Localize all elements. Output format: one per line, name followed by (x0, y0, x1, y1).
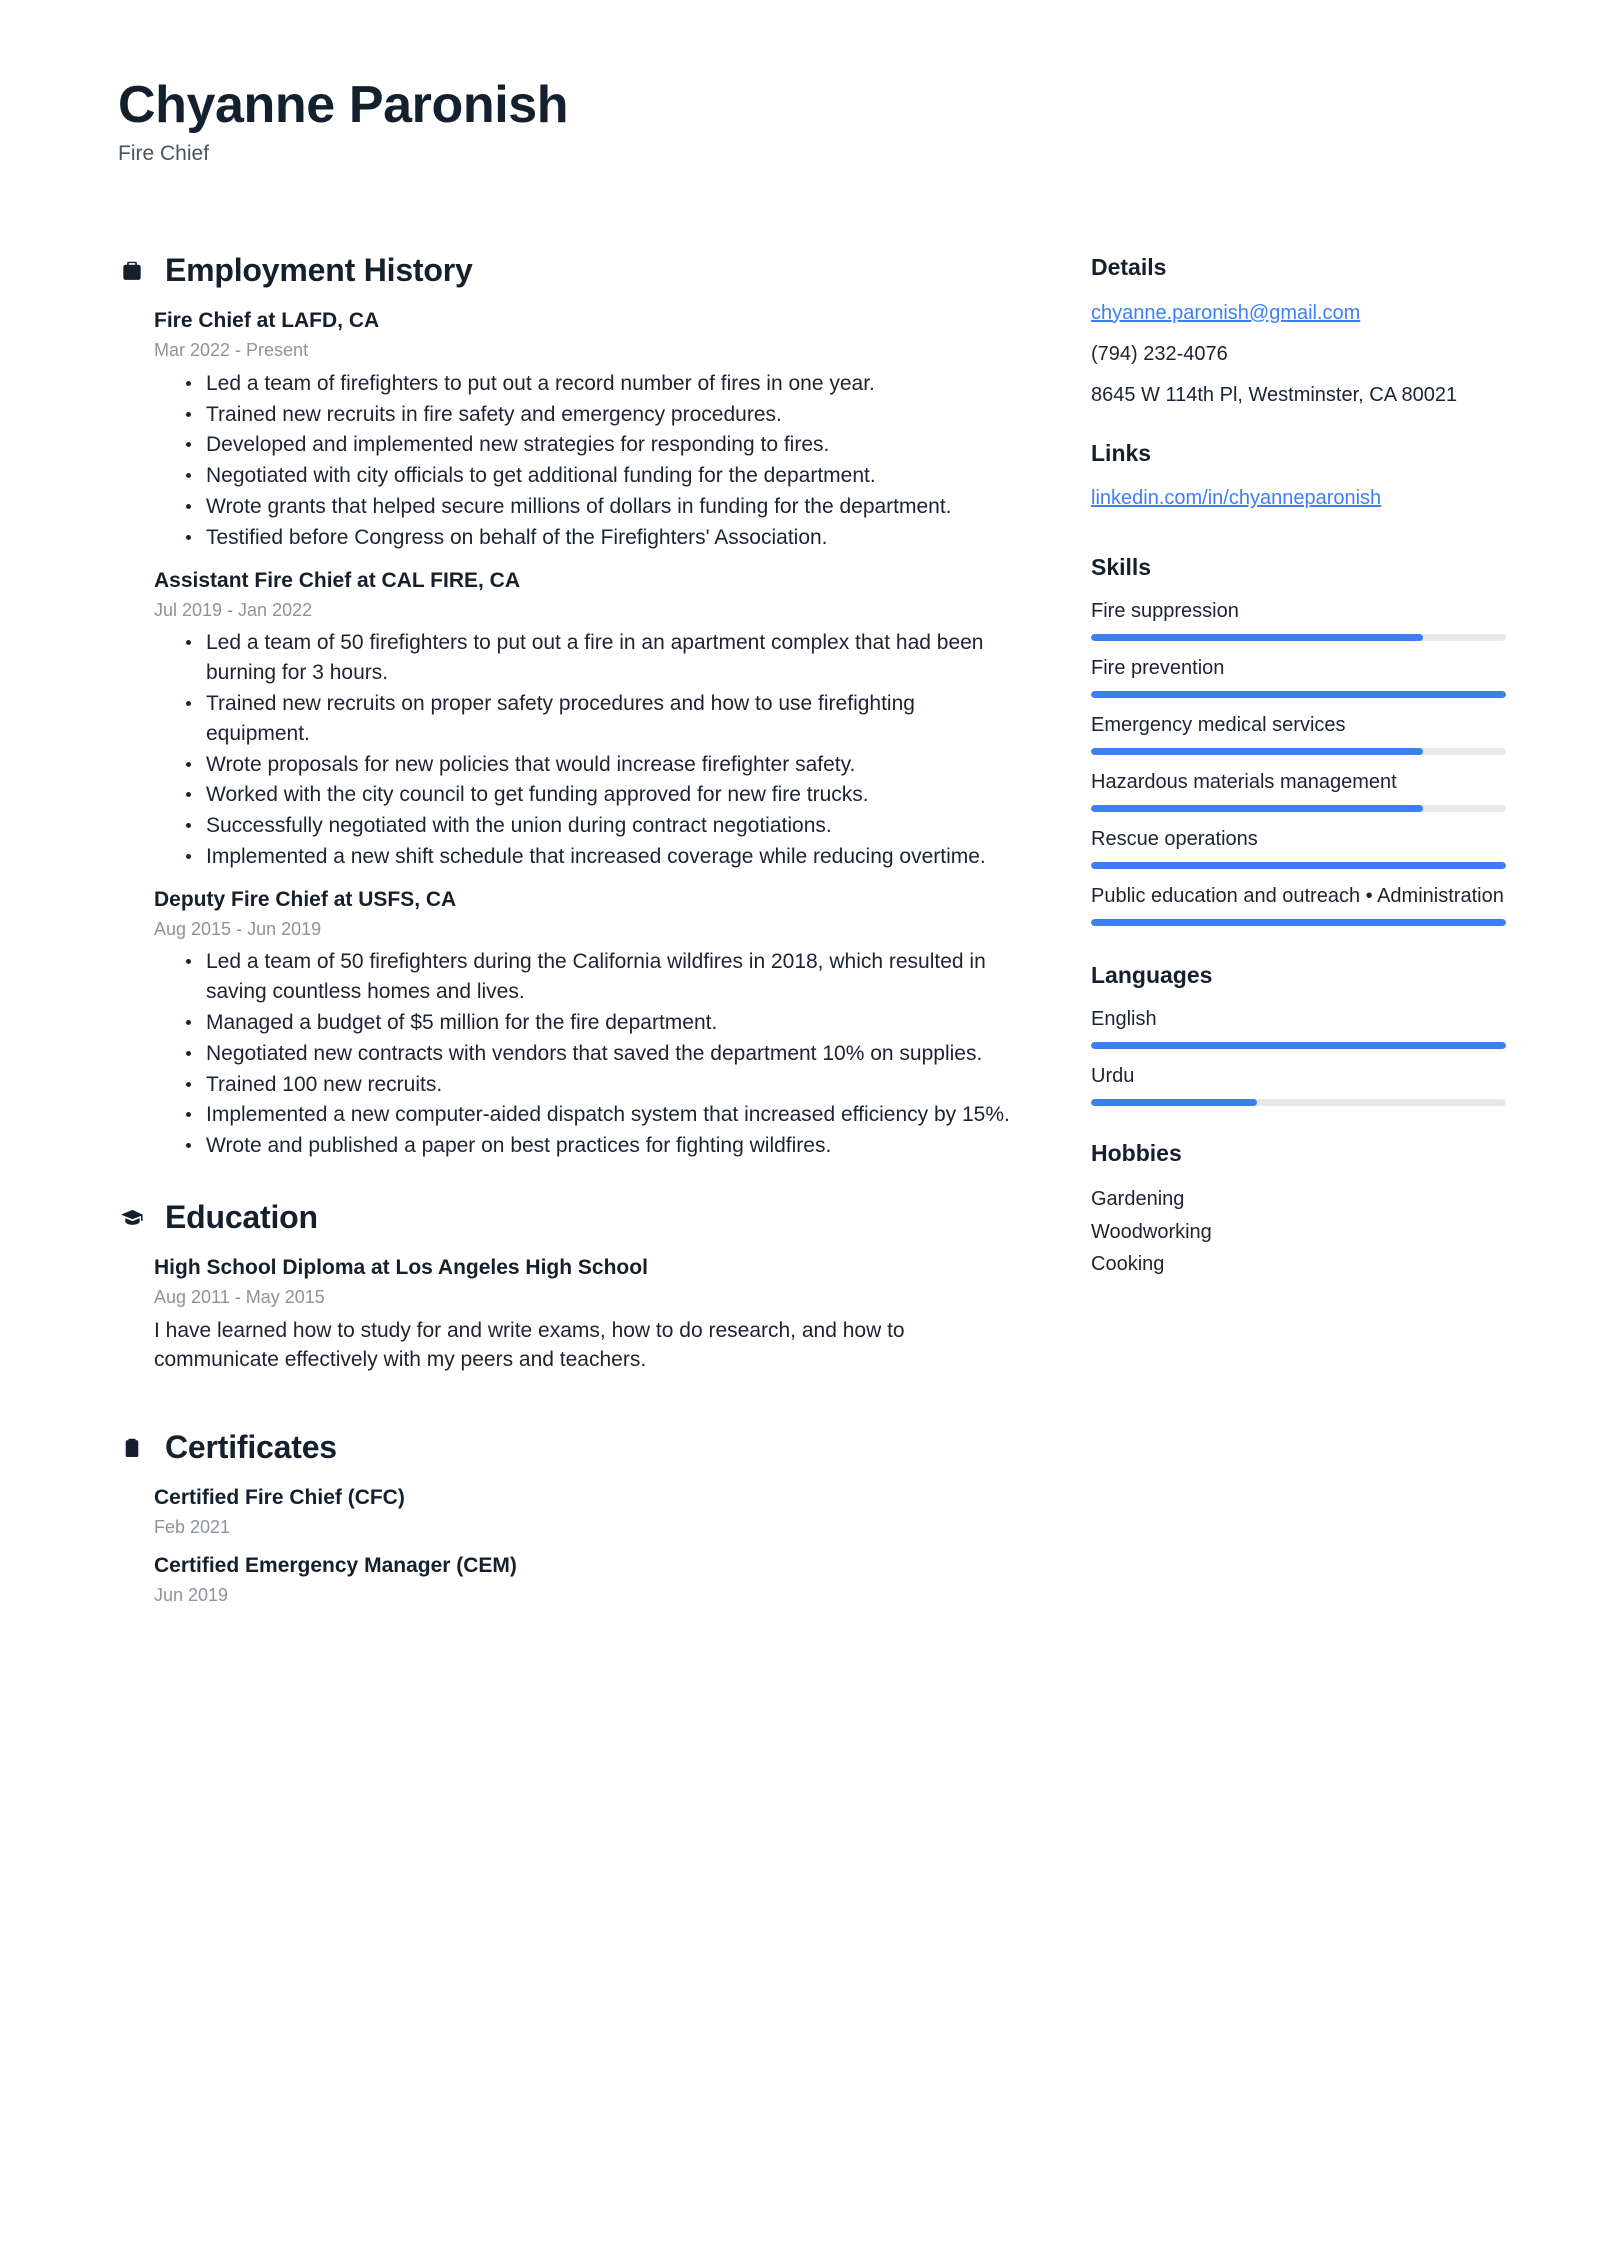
entry-description: I have learned how to study for and write exams, how to do research, and how to communicate effectively with my peers and teachers. (154, 1318, 905, 1372)
skill-meter-fill (1091, 691, 1506, 698)
skill-meter-fill (1091, 919, 1506, 926)
sidebar-column (1091, 252, 1506, 1310)
skill-label: Fire prevention (1091, 657, 1225, 680)
skill-meter-fill (1091, 805, 1423, 812)
list-item: Negotiated new contracts with vendors that saved the department 10% on supplies. (184, 1039, 1023, 1069)
language-label: English (1091, 1007, 1157, 1030)
language-meter-track (1091, 1099, 1506, 1106)
skill-meter-fill (1091, 634, 1423, 641)
sidebar-section-title: Details (1091, 254, 1167, 281)
sidebar-section-title: Hobbies (1091, 1139, 1182, 1166)
list-item: Led a team of 50 firefighters during the California wildfires in 2018, which resulted in saving countless homes and lives. (184, 947, 1023, 1007)
language-label: Urdu (1091, 1064, 1135, 1087)
skill-item (1091, 769, 1506, 812)
list-item: Negotiated with city officials to get additional funding for the department. (184, 461, 1023, 491)
skill-item (1091, 655, 1506, 698)
entry-bullet-list (154, 947, 1023, 1161)
list-item: Trained new recruits on proper safety procedures and how to use firefighting equipment. (184, 689, 1023, 749)
list-item: Implemented a new shift schedule that increased coverage while reducing overtime. (184, 842, 1023, 872)
list-item: Wrote and published a paper on best practices for fighting wildfires. (184, 1131, 1023, 1161)
list-item: Led a team of 50 firefighters to put out a fire in an apartment complex that had been burning for 3 hours. (184, 628, 1023, 688)
skill-meter-fill (1091, 748, 1423, 755)
sidebar-hobbies (1091, 1140, 1506, 1281)
skill-meter-track (1091, 862, 1506, 869)
entry-date: Jul 2019 - Jan 2022 (154, 599, 313, 620)
entry-title: Fire Chief at LAFD, CA (154, 309, 380, 333)
skill-label: Fire suppression (1091, 600, 1239, 623)
entry-title: Deputy Fire Chief at USFS, CA (154, 887, 457, 911)
list-item: Managed a budget of $5 million for the fire department. (184, 1008, 1023, 1038)
section-title: Employment History (165, 252, 473, 289)
entry-date: Mar 2022 - Present (154, 340, 309, 361)
education-entry (118, 1254, 1023, 1375)
sidebar-details (1091, 254, 1506, 410)
entry-title: Certified Emergency Manager (CEM) (154, 1553, 517, 1577)
list-item: Wrote proposals for new policies that would increase firefighter safety. (184, 750, 1023, 780)
list-item: Implemented a new computer-aided dispatch system that increased efficiency by 15%. (184, 1100, 1023, 1130)
sidebar-section-title: Links (1091, 439, 1152, 466)
list-item: Worked with the city council to get funding approved for new fire trucks. (184, 780, 1023, 810)
hobby-item: Gardening (1091, 1188, 1185, 1211)
hobby-item: Cooking (1091, 1253, 1165, 1276)
section-header (118, 1429, 1023, 1466)
entry-date: Aug 2011 - May 2015 (154, 1287, 325, 1308)
language-meter-fill (1091, 1042, 1506, 1049)
clipboard-icon (118, 1436, 146, 1460)
section-employment-history (118, 252, 1023, 1161)
skill-item (1091, 883, 1506, 926)
address-text: 8645 W 114th Pl, Westminster, CA 80021 (1091, 383, 1458, 406)
skill-label: Rescue operations (1091, 828, 1258, 851)
skill-item (1091, 826, 1506, 869)
resume-columns (118, 252, 1520, 1627)
certificate-entry (118, 1484, 1023, 1540)
main-column (118, 252, 1023, 1627)
list-item: Successfully negotiated with the union during contract negotiations. (184, 811, 1023, 841)
list-item: Led a team of firefighters to put out a record number of fires in one year. (184, 369, 1023, 399)
skill-meter-fill (1091, 862, 1506, 869)
skill-label: Public education and outreach • Administration (1091, 885, 1504, 908)
linkedin-link[interactable]: linkedin.com/in/chyanneparonish (1091, 487, 1382, 510)
graduation-cap-icon (118, 1204, 146, 1231)
sidebar-languages (1091, 962, 1506, 1106)
section-title: Education (165, 1199, 318, 1236)
certificate-entry (118, 1552, 1023, 1608)
briefcase-icon (118, 258, 146, 284)
candidate-name: Chyanne Paronish (118, 76, 569, 134)
sidebar-skills (1091, 554, 1506, 926)
list-item: Trained 100 new recruits. (184, 1070, 1023, 1100)
entry-date: Aug 2015 - Jun 2019 (154, 919, 322, 940)
employment-entry (118, 886, 1023, 1161)
list-item: Trained new recruits in fire safety and emergency procedures. (184, 400, 1023, 430)
sidebar-section-title: Languages (1091, 962, 1213, 989)
sidebar-section-title: Skills (1091, 554, 1152, 581)
entry-bullet-list (154, 628, 1023, 872)
section-title: Certificates (165, 1429, 337, 1466)
skill-meter-track (1091, 634, 1506, 641)
employment-entry (118, 307, 1023, 553)
entry-title: Certified Fire Chief (CFC) (154, 1485, 405, 1509)
skill-meter-track (1091, 805, 1506, 812)
list-item: Developed and implemented new strategies for responding to fires. (184, 430, 1023, 460)
email-link[interactable]: chyanne.paronish@gmail.com (1091, 301, 1361, 324)
hobby-item: Woodworking (1091, 1220, 1212, 1243)
language-item (1091, 1063, 1506, 1106)
skill-meter-track (1091, 748, 1506, 755)
list-item: Wrote grants that helped secure millions of dollars in funding for the department. (184, 492, 1023, 522)
language-meter-fill (1091, 1099, 1257, 1106)
skill-label: Emergency medical services (1091, 714, 1346, 737)
section-education (118, 1199, 1023, 1375)
section-header (118, 252, 1023, 289)
entry-bullet-list (154, 369, 1023, 553)
language-meter-track (1091, 1042, 1506, 1049)
skill-meter-track (1091, 691, 1506, 698)
entry-title: High School Diploma at Los Angeles High School (154, 1255, 648, 1279)
skill-meter-track (1091, 919, 1506, 926)
entry-date: Jun 2019 (154, 1584, 229, 1605)
language-item (1091, 1006, 1506, 1049)
entry-date: Feb 2021 (154, 1517, 231, 1538)
candidate-job-title: Fire Chief (118, 142, 210, 166)
skill-item (1091, 598, 1506, 641)
section-header (118, 1199, 1023, 1236)
entry-title: Assistant Fire Chief at CAL FIRE, CA (154, 568, 521, 592)
resume-header (118, 78, 1520, 166)
list-item: Testified before Congress on behalf of the Firefighters' Association. (184, 523, 1023, 553)
sidebar-links (1091, 440, 1506, 525)
skill-item (1091, 712, 1506, 755)
phone-text: (794) 232-4076 (1091, 342, 1228, 365)
section-certificates (118, 1429, 1023, 1607)
employment-entry (118, 567, 1023, 872)
skill-label: Hazardous materials management (1091, 771, 1397, 794)
